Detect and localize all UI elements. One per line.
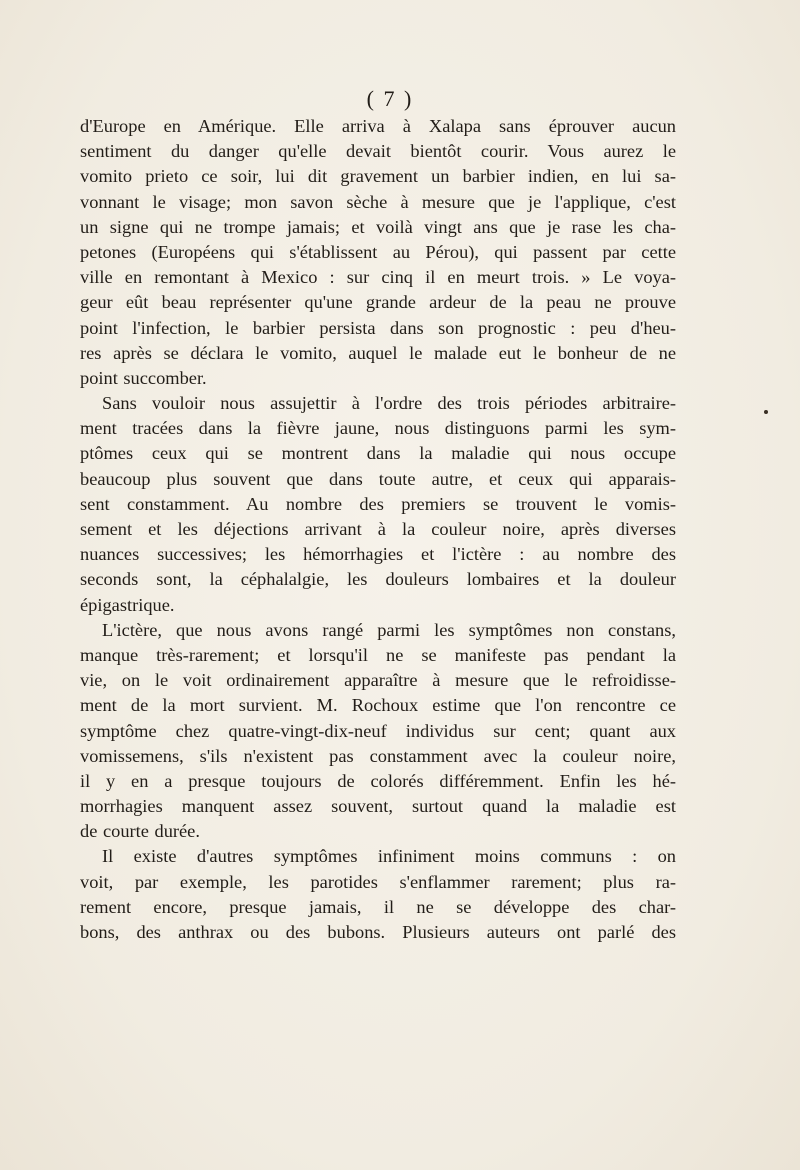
text-line-21: L'ictère, que nous avons rangé parmi les symptômes non constans, bbox=[102, 619, 676, 640]
ink-speck bbox=[764, 410, 768, 414]
body-text bbox=[80, 114, 676, 945]
text-line-14: ptômes ceux qui se montrent dans la maladie qui nous occupe bbox=[80, 443, 676, 464]
text-line-11: point succomber. bbox=[80, 367, 207, 388]
text-line-4: vonnant le visage; mon savon sèche à mesure que je l'applique, c'est bbox=[80, 191, 676, 212]
text-line-31: voit, par exemple, les parotides s'enflammer rarement; plus ra- bbox=[80, 871, 676, 892]
text-line-22: manque très-rarement; et lorsqu'il ne se manifeste pas pendant la bbox=[80, 644, 676, 665]
text-line-26: vomissemens, s'ils n'existent pas constamment avec la couleur noire, bbox=[80, 745, 676, 766]
text-line-3: vomito prieto ce soir, lui dit gravement un barbier indien, en lui sa- bbox=[80, 166, 676, 187]
text-line-20: épigastrique. bbox=[80, 594, 175, 615]
text-line-10: res après se déclara le vomito, auquel le malade eut le bonheur de ne bbox=[80, 342, 676, 363]
text-line-33: bons, des anthrax ou des bubons. Plusieurs auteurs ont parlé des bbox=[80, 922, 676, 942]
text-line-27: il y en a presque toujours de colorés différemment. Enfin les hé- bbox=[80, 770, 676, 791]
text-line-23: vie, on le voit ordinairement apparaître à mesure que le refroidisse- bbox=[80, 670, 676, 691]
text-line-8: geur eût beau représenter qu'une grande ardeur de la peau ne prouve bbox=[80, 292, 676, 313]
text-line-32: rement encore, presque jamais, il ne se développe des char- bbox=[80, 896, 676, 917]
text-line-18: nuances successives; les hémorrhagies et l'ictère : au nombre des bbox=[80, 544, 676, 565]
text-line-28: morrhagies manquent assez souvent, surtout quand la maladie est bbox=[80, 796, 676, 817]
text-line-29: de courte durée. bbox=[80, 821, 200, 842]
text-line-16: sent constamment. Au nombre des premiers se trouvent le vomis- bbox=[80, 493, 676, 514]
text-line-30: Il existe d'autres symptômes infiniment moins communs : on bbox=[102, 846, 676, 867]
text-line-19: seconds sont, la céphalalgie, les douleurs lombaires et la douleur bbox=[80, 569, 676, 590]
text-line-9: point l'infection, le barbier persista dans son prognostic : peu d'heu- bbox=[80, 317, 676, 338]
text-line-2: sentiment du danger qu'elle devait bientôt courir. Vous aurez le bbox=[80, 141, 676, 162]
text-line-15: beaucoup plus souvent que dans toute autre, et ceux qui apparais- bbox=[80, 468, 676, 489]
text-line-13: ment tracées dans la fièvre jaune, nous distinguons parmi les sym- bbox=[80, 418, 676, 439]
text-line-6: petones (Européens qui s'établissent au Pérou), qui passent par cette bbox=[80, 241, 676, 262]
text-line-1: d'Europe en Amérique. Elle arriva à Xalapa sans éprouver aucun bbox=[80, 116, 676, 136]
page-number: ( 7 ) bbox=[366, 86, 414, 111]
text-line-12: Sans vouloir nous assujettir à l'ordre des trois périodes arbitraire- bbox=[102, 393, 676, 414]
text-line-5: un signe qui ne trompe jamais; et voilà vingt ans que je rase les cha- bbox=[80, 216, 676, 237]
text-line-7: ville en remontant à Mexico : sur cinq il en meurt trois. » Le voya- bbox=[80, 267, 676, 288]
text-line-24: ment de la mort survient. M. Rochoux estime que l'on rencontre ce bbox=[80, 695, 676, 716]
text-line-17: sement et les déjections arrivant à la couleur noire, après diverses bbox=[80, 519, 676, 539]
text-line-25: symptôme chez quatre-vingt-dix-neuf individus sur cent; quant aux bbox=[80, 720, 676, 741]
